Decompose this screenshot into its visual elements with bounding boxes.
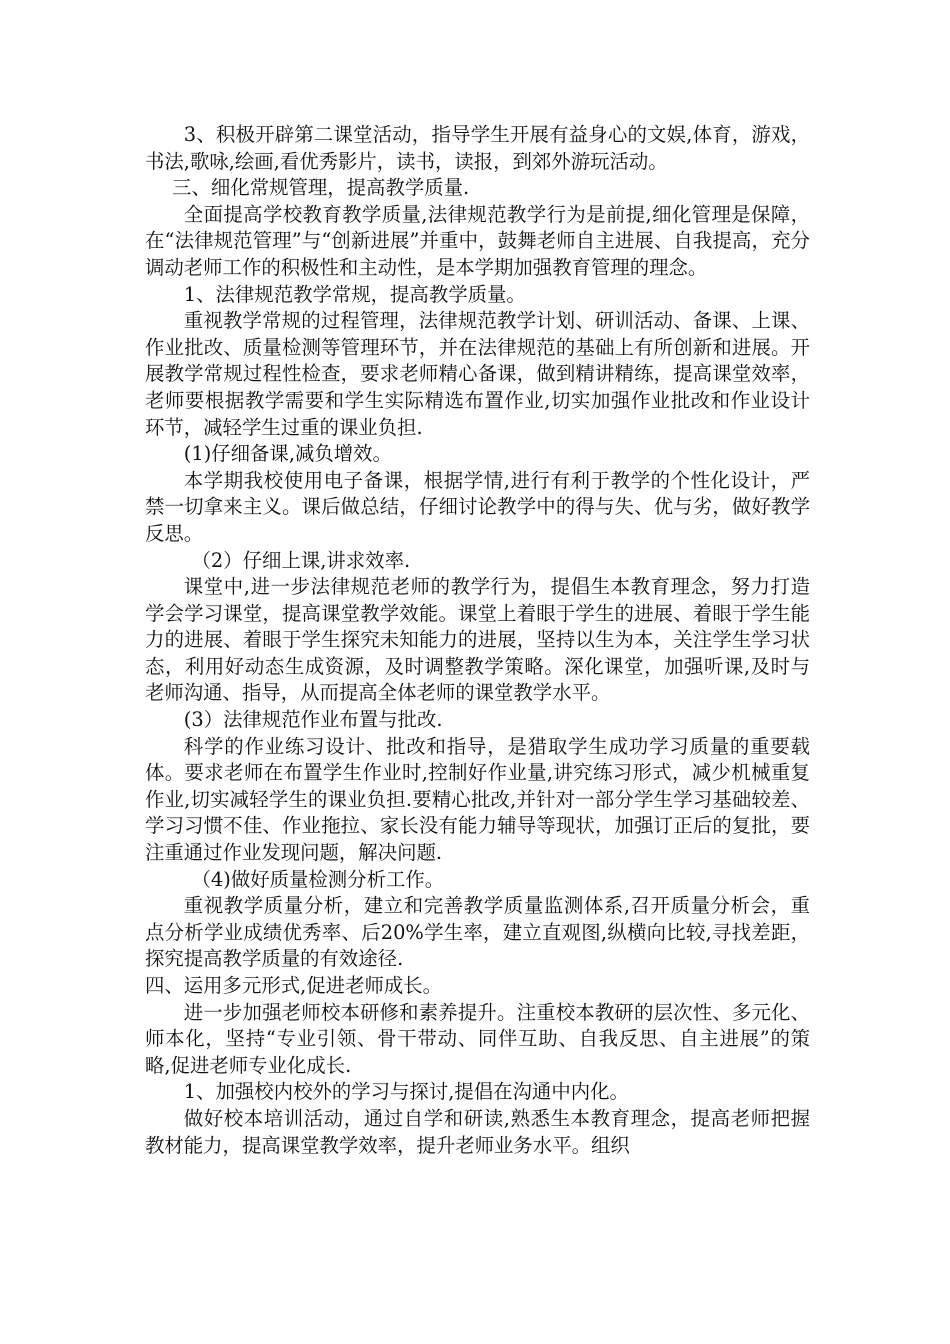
paragraph-homework: 科学的作业练习设计、批改和指导，是猎取学生成功学习质量的重要载体。要求老师在布置学生作业时,控制好作业量,讲究练习形式，减少机械重复作业,切实减轻学生的课业负担.要精心批改,并针对一部分学生学习基础较差、学习习惯不佳、作业拖拉、家长没有能力辅导等现状，加强订正后的复批，要注重通过作业发现问题，解决问题. [145,734,810,865]
paragraph-management-intro: 全面提高学校教育教学质量,法律规范教学行为是前提,细化管理是保障，在“法律规范管理”与“创新进展”并重中，鼓舞老师自主进展、自我提高，充分调动老师工作的积极性和主动性，是本学期加强教育管理的理念。 [145,202,810,279]
section-heading-4: 四、运用多元形式,促进老师成长。 [145,974,443,997]
subheading-teaching-routine: 1、法律规范教学常规，提高教学质量。 [183,282,526,306]
item-heading-1: (1)仔细备课,减负增效。 [183,442,392,466]
section-heading-3: 三、细化常规管理，提高教学质量. [172,176,470,200]
paragraph-routine-management: 重视教学常规的过程管理，法律规范教学计划、研训活动、备课、上课、作业批改、质量检测等管理环节，并在法律规范的基础上有所创新和进展。开展教学常规过程性检查，要求老师精心备课，做到精讲精练，提高课堂效率，老师要根据教学需要和学生实际精选布置作业,切实加强作业批改和作业设计环节，减轻学生过重的课业负担. [145,309,810,439]
paragraph-lesson-prep: 本学期我校使用电子备课，根据学情,进行有利于教学的个性化设计，严禁一切拿来主义。课后做总结，仔细讨论教学中的得与失、优与劣，做好教学反思。 [145,468,810,545]
paragraph-classroom: 课堂中,进一步法律规范老师的教学行为，提倡生本教育理念，努力打造学会学习课堂，提高课堂教学效能。课堂上着眼于学生的进展、着眼于学生能力的进展、着眼于学生探究未知能力的进展，坚持以生为本，关注学生学习状态，利用好动态生成资源，及时调整教学策略。深化课堂，加强听课,及时与老师沟通、指导，从而提高全体老师的课堂教学水平。 [145,575,810,705]
paragraph-training: 做好校本培训活动，通过自学和研读,熟悉生本教育理念，提高老师把握教材能力，提高课堂教学效率，提升老师业务水平。组织 [145,1106,810,1157]
item-heading-2: （2）仔细上课,讲求效率. [191,548,411,572]
item-heading-4: （4)做好质量检测分析工作。 [191,867,445,891]
subheading-learning: 1、加强校内校外的学习与探讨,提倡在沟通中内化。 [183,1080,629,1104]
paragraph-quality-analysis: 重视教学质量分析，建立和完善教学质量监测体系,召开质量分析会，重点分析学业成绩优秀率、后20%学生率，建立直观图,纵横向比较,寻找差距，探究提高教学质量的有效途径. [145,894,810,971]
paragraph-teacher-growth: 进一步加强老师校本研修和素养提升。注重校本教研的层次性、多元化、师本化，坚持“专业引领、骨干带动、同伴互助、自我反思、自主进展”的策略,促进老师专业化成长. [145,1000,810,1077]
paragraph-extracurricular: 3、积极开辟第二课堂活动，指导学生开展有益身心的文娱,体育，游戏，书法,歌咏,绘画,看优秀影片，读书，读报，到郊外游玩活动。 [145,123,810,173]
document-body [145,122,810,1159]
item-heading-3: (3）法律规范作业布置与批改. [183,708,443,732]
